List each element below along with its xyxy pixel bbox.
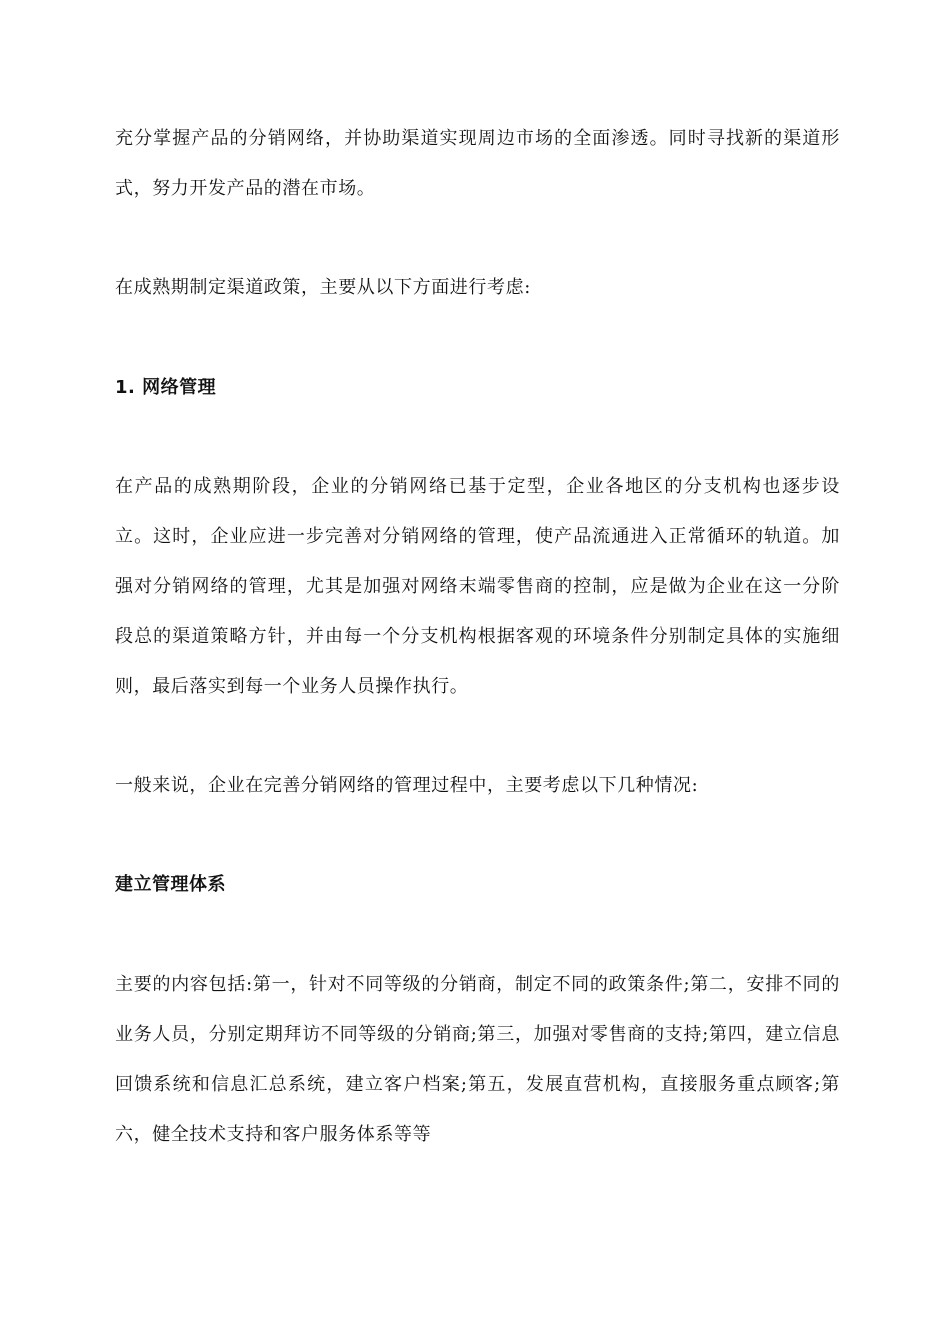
section-heading-system: 建立管理体系: [115, 874, 226, 895]
paragraph-policy: 在成熟期制定渠道政策，主要从以下方面进行考虑:: [115, 277, 531, 298]
section-heading-network: 1. 网络管理: [115, 377, 217, 398]
paragraph-network: 在产品的成熟期阶段，企业的分销网络已基于定型，企业各地区的分支机构也逐步设立。这时，企业应进一步完善对分销网络的管理，使产品流通进入正常循环的轨道。加强对分销网络的管理，尤其是加强对网络末端零售商的控制，应是做为企业在这一分阶段总的渠道策略方针，并由每一个分支机构根据客观的环境条件分别制定具体的实施细则，最后落实到每一个业务人员操作执行。: [115, 476, 840, 697]
paragraph-general: 一般来说，企业在完善分销网络的管理过程中，主要考虑以下几种情况:: [115, 775, 699, 796]
paragraph-system: 主要的内容包括:第一，针对不同等级的分销商，制定不同的政策条件;第二，安排不同的业务人员，分别定期拜访不同等级的分销商;第三，加强对零售商的支持;第四，建立信息回馈系统和信息汇总系统，建立客户档案;第五，发展直营机构，直接服务重点顾客;第六，健全技术支持和客户服务体系等等: [115, 974, 840, 1145]
paragraph-intro: 充分掌握产品的分销网络，并协助渠道实现周边市场的全面渗透。同时寻找新的渠道形式，努力开发产品的潜在市场。: [115, 128, 840, 199]
